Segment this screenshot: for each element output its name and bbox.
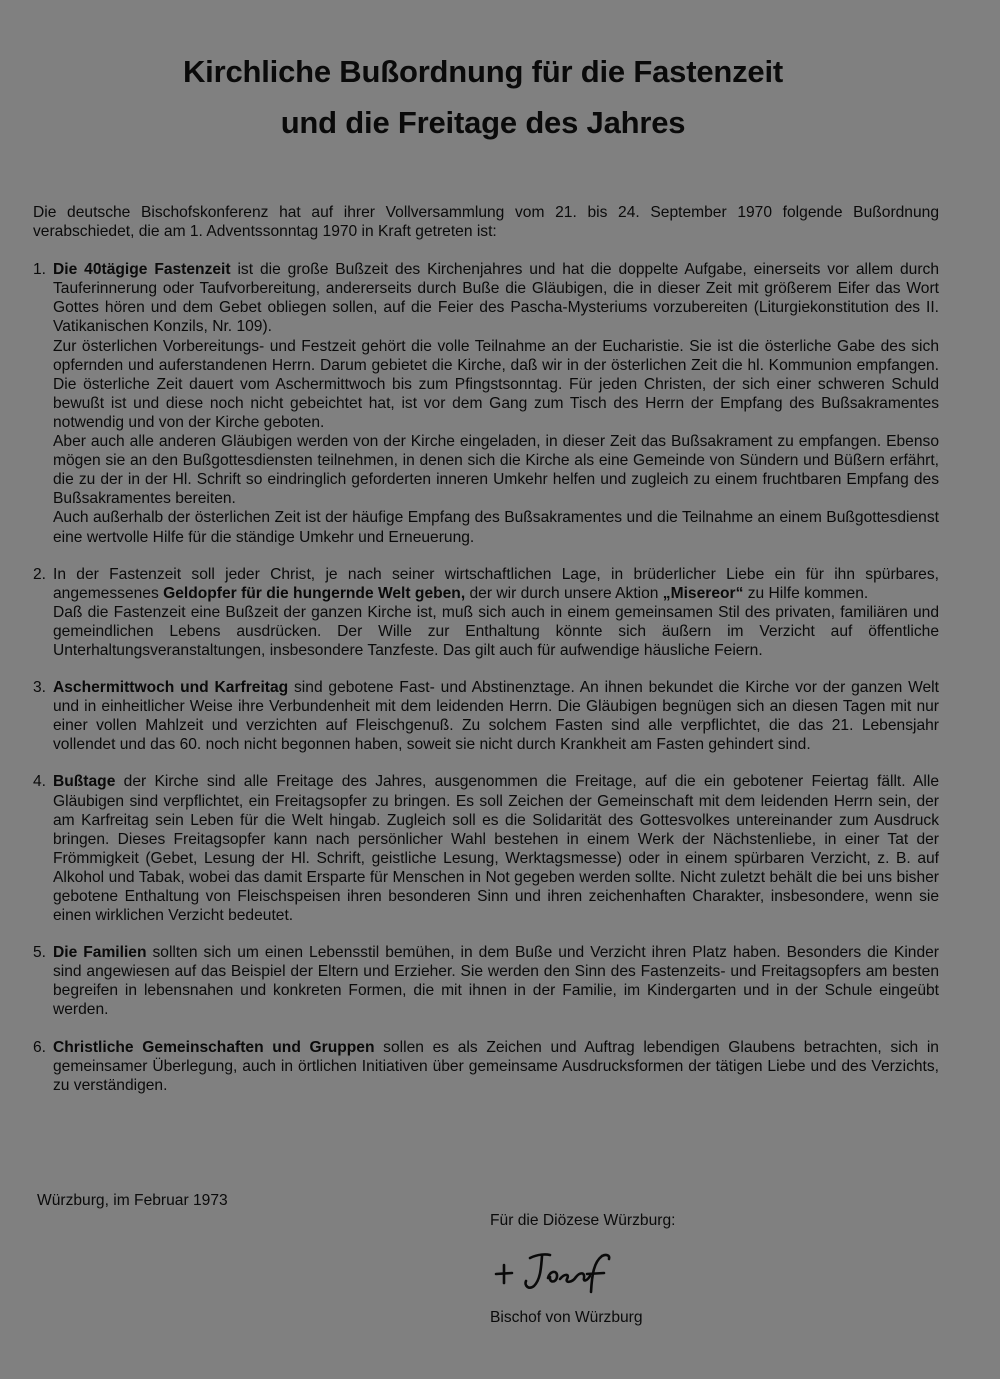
item-text: sollten sich um einen Lebensstil bemühen, in dem Buße und Verzicht ihren Platz haben. Besonders die Kinder sind angewiesen auf das Beispiel der Eltern und Erzieher. Sie werden den Sinn des Fastenzeits- und Freitagsopfers am besten begreifen in lebensnahen und konkreten Formen, die mit ihnen in der Familie, im Kindergarten und in der Schule eingeübt werden. bbox=[53, 944, 940, 1019]
item-paragraph bbox=[53, 943, 939, 1019]
for-diocese-label: Für die Diözese Würzburg: bbox=[490, 1212, 676, 1229]
item-text: In der Fastenzeit soll jeder Christ, je nach seiner wirtschaftlichen Lage, in brüderlicher Liebe ein für ihn spürbares, angemessenes bbox=[53, 565, 939, 602]
item-emphasis: Geldopfer für die hungernde Welt geben, bbox=[163, 584, 466, 602]
item-paragraph: Auch außerhalb der österlichen Zeit ist der häufige Empfang des Bußsakramentes und die Teilnahme an einem Bußgottesdienst eine wertvolle Hilfe für die ständige Umkehr und Erneuerung. bbox=[53, 509, 939, 546]
item-heading: Christliche Gemeinschaften und Gruppen bbox=[53, 1038, 375, 1056]
item-paragraph bbox=[53, 772, 939, 925]
item-paragraph: Aber auch alle anderen Gläubigen werden von der Kirche eingeladen, in dieser Zeit das Bußsakrament zu empfangen. Ebenso mögen sie an den Bußgottesdiensten teilnehmen, in denen sich die Kirche als eine Gemeinde von Sündern und Büßern erfährt, die zu der in der Hl. Schrift so eindringlich geforderten inneren Umkehr helfen und zugleich zu einem fruchtbaren Empfang des Bußsakramentes bereiten. bbox=[53, 433, 939, 508]
place-and-date: Würzburg, im Februar 1973 bbox=[37, 1192, 228, 1209]
item-text: sollen es als Zeichen und Auftrag lebendigen Glaubens betrachten, sich in gemeinsamer Überlegung, auch in örtlichen Initiativen über gemeinsame Ausdrucksformen der tätigen Liebe und des Verzichts, zu verständigen. bbox=[53, 1038, 939, 1094]
intro-paragraph: Die deutsche Bischofskonferenz hat auf ihrer Vollversammlung vom 21. bis 24. September 1970 folgende Bußordnung verabschiedet, die am 1. Adventssonntag 1970 in Kraft getreten ist: bbox=[33, 204, 939, 241]
item-heading: Die 40tägige Fastenzeit bbox=[53, 261, 231, 279]
item-heading: Bußtage bbox=[53, 773, 116, 791]
title-line-2: und die Freitage des Jahres bbox=[280, 105, 686, 140]
item-number: 1. bbox=[33, 261, 47, 279]
handwritten-signature bbox=[490, 1246, 620, 1296]
item-number: 5. bbox=[33, 944, 47, 962]
title-line-1: Kirchliche Bußordnung für die Fastenzeit bbox=[183, 54, 783, 89]
list-item-4 bbox=[33, 772, 939, 925]
list-item-3 bbox=[33, 678, 939, 754]
list-item-2 bbox=[33, 565, 939, 660]
item-paragraph bbox=[53, 1038, 939, 1095]
item-heading: Aschermittwoch und Karfreitag bbox=[53, 679, 289, 697]
item-number: 3. bbox=[33, 679, 47, 697]
item-text: der Kirche sind alle Freitage des Jahres, ausgenommen die Freitage, auf die ein gebotener Feiertag fällt. Alle Gläubigen sind verpflichtet, ein Freitagsopfer zu bringen. Es soll Zeichen der Gemeinschaft mit dem leidenden Herrn sein, der am Karfreitag sein Leben für die Welt hingab. Zugleich soll es die Solidarität des Gottesvolkes untereinander zum Ausdruck bringen. Dieses Freitagsopfer kann nach persönlicher Wahl bestehen in einem Werk der Nächstenliebe, in einer Tat der Frömmigkeit (Gebet, Lesung der Hl. Schrift, geistliche Lesung, Werktagsmesse) oder in einem spürbaren Verzicht, z. B. auf Alkohol und Tabak, wobei das damit Ersparte für Menschen in Not gegeben werden sollte. Nicht zuletzt behält die bei uns bisher gebotene Enthaltung von Fleischspeisen ihren besonderen Sinn und ihren zeichenhaften Charakter, insbesondere, wenn sie einen wirklichen Verzicht bedeutet. bbox=[53, 773, 939, 925]
item-text: ist die große Bußzeit des Kirchenjahres und hat die doppelte Aufgabe, einerseits vor allem durch Tauferinnerung oder Taufvorbereitung, andererseits durch Buße die Gläubigen, die in dieser Zeit mit größerem Eifer das Wort Gottes hören und dem Gebet obliegen sollen, auf die Feier des Pascha-Mysteriums vorzubereiten (Liturgiekonstitution des II. Vatikanischen Konzils, Nr. 109). bbox=[53, 261, 939, 336]
bishop-title: Bischof von Würzburg bbox=[490, 1309, 643, 1326]
item-heading: Die Familien bbox=[53, 944, 147, 962]
item-text: sind gebotene Fast- und Abstinenztage. An ihnen bekundet die Kirche vor der ganzen Welt und in einheitlicher Weise ihre Verbundenheit mit dem leidenden Herrn. Die Gläubigen begnügen sich an diesen Tagen mit nur einer vollen Mahlzeit und verzichten auf Fleischgenuß. Zu solchem Fasten sind alle verpflichtet, die das 21. Lebensjahr vollendet und das 60. noch nicht begonnen haben, soweit sie nicht durch Krankheit am Fasten gehindert sind. bbox=[53, 679, 939, 754]
item-paragraph: Zur österlichen Vorbereitungs- und Festzeit gehört die volle Teilnahme an der Eucharistie. Sie ist die österliche Gabe des sich opfernden und auferstandenen Herrn. Darum gebietet die Kirche, daß wir in der österlichen Zeit die hl. Kommunion empfangen. Die österliche Zeit dauert vom Aschermittwoch bis zum Pfingstsonntag. Für jeden Christen, der sich einer schweren Schuld bewußt ist und diese noch nicht gebeichtet hat, ist vor dem Gang zum Tisch des Herrn der Empfang des Bußsakramentes notwendig und von der Kirche geboten. bbox=[53, 337, 939, 431]
list-item-6 bbox=[33, 1038, 939, 1095]
list-item-5 bbox=[33, 943, 939, 1019]
item-number: 6. bbox=[33, 1038, 47, 1056]
item-paragraph bbox=[53, 565, 939, 603]
item-number: 2. bbox=[33, 565, 47, 583]
document-body bbox=[33, 203, 939, 1113]
document-title bbox=[0, 46, 966, 148]
item-emphasis: „Misereor“ bbox=[662, 584, 744, 602]
item-paragraph: Daß die Fastenzeit eine Bußzeit der ganzen Kirche ist, muß sich auch in einem gemeinsamen Stil des privaten, familiären und gemeindlichen Lebens ausdrücken. Der Wille zur Enthaltung könnte sich äußern im Verzicht auf öffentliche Unterhaltungsveranstaltungen, insbesondere Tanzfeste. Das gilt auch für aufwendige häusliche Feiern. bbox=[53, 603, 939, 659]
list-item-1 bbox=[33, 260, 939, 546]
item-text: der wir durch unsere Aktion bbox=[465, 584, 663, 602]
item-number: 4. bbox=[33, 773, 47, 791]
item-paragraph bbox=[53, 260, 939, 336]
item-paragraph bbox=[53, 678, 939, 754]
item-text: zu Hilfe kommen. bbox=[743, 584, 869, 602]
